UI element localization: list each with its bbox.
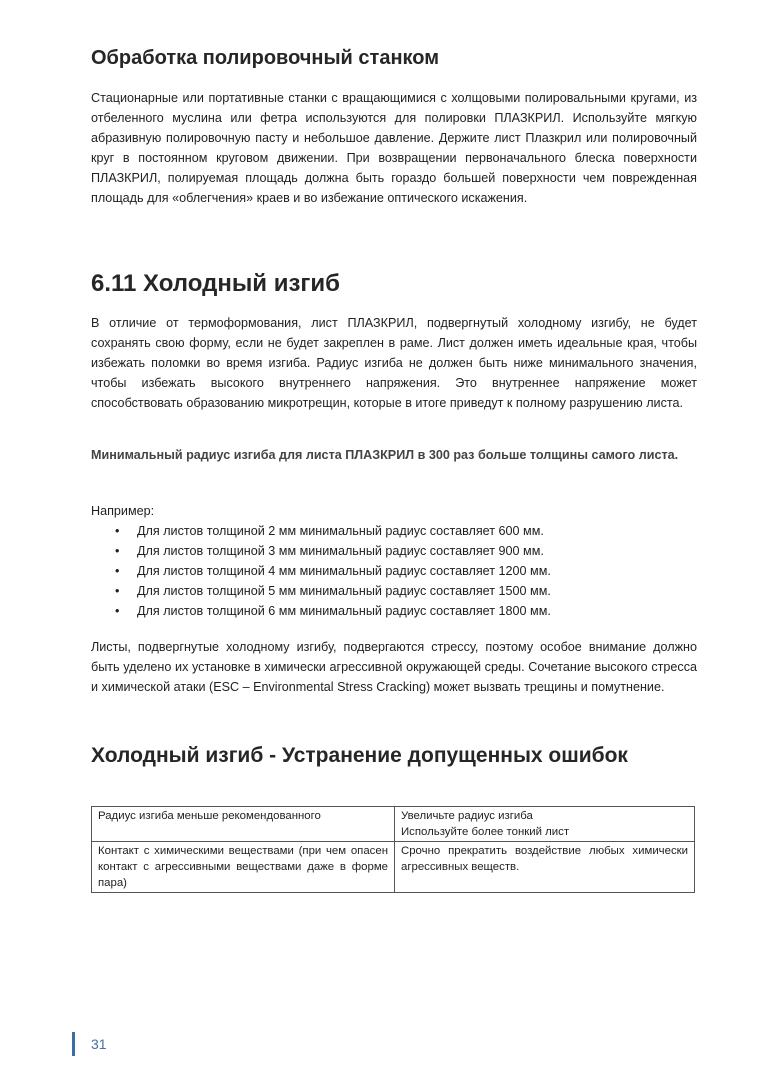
- chapter-heading-cold-bend: 6.11 Холодный изгиб: [91, 270, 340, 297]
- page-number: 31: [91, 1036, 107, 1052]
- solution-cell: [395, 842, 695, 893]
- list-item-text: Для листов толщиной 2 мм минимальный радиус составляет 600 мм.: [137, 524, 544, 538]
- footer-accent-bar: [72, 1032, 75, 1056]
- list-item-text: Для листов толщиной 4 мм минимальный радиус составляет 1200 мм.: [137, 564, 551, 578]
- solution-line: Увеличьте радиус изгиба: [401, 810, 533, 822]
- solution-cell: [395, 807, 695, 842]
- radius-examples-list: [91, 521, 697, 621]
- list-item: [91, 601, 697, 621]
- list-item-text: Для листов толщиной 3 мм минимальный радиус составляет 900 мм.: [137, 544, 544, 558]
- list-item: [91, 521, 697, 541]
- bullet-icon: •: [115, 604, 120, 618]
- list-item: [91, 541, 697, 561]
- solution-line: Срочно прекратить воздействие любых химически агрессивных веществ.: [401, 845, 688, 873]
- cold-bend-paragraph: В отличие от термоформования, лист ПЛАЗКРИЛ, подвергнутый холодному изгибу, не будет сохранять свою форму, если не будет закреплен в раме. Лист должен иметь идеальные края, чтобы избежать поломки во время изгиба. Радиус изгиба не должен быть ниже минимального значения, чтобы избежать высокого внутреннего напряжения. Это внутреннее напряжение может способствовать образованию микротрещин, которые в итоге приведут к полному разрушению листа.: [91, 316, 697, 410]
- bullet-icon: •: [115, 544, 120, 558]
- table-row: [92, 807, 695, 842]
- list-item-text: Для листов толщиной 5 мм минимальный радиус составляет 1500 мм.: [137, 584, 551, 598]
- example-label: Например:: [91, 504, 155, 518]
- list-item: [91, 561, 697, 581]
- stress-paragraph: Листы, подвергнутые холодному изгибу, подвергаются стрессу, поэтому особое внимание должно быть уделено их установке в химически агрессивной окружающей среды. Сочетание высокого стресса и химической атаки (ESC – Environmental Stress Cracking) может вызвать трещины и помутнение.: [91, 640, 697, 694]
- bullet-icon: •: [115, 524, 120, 538]
- problem-cell: Контакт с химическими веществами (при чем опасен контакт с агрессивными веществами даже в форме пара): [92, 842, 395, 893]
- section-heading-troubleshooting: Холодный изгиб - Устранение допущенных ошибок: [91, 744, 628, 767]
- min-radius-rule: Минимальный радиус изгиба для листа ПЛАЗКРИЛ в 300 раз больше толщины самого листа.: [91, 448, 679, 462]
- troubleshooting-table: [91, 806, 695, 893]
- bullet-icon: •: [115, 584, 120, 598]
- solution-line: Используйте более тонкий лист: [401, 826, 570, 838]
- bullet-icon: •: [115, 564, 120, 578]
- list-item-text: Для листов толщиной 6 мм минимальный радиус составляет 1800 мм.: [137, 604, 551, 618]
- problem-cell: Радиус изгиба меньше рекомендованного: [92, 807, 395, 842]
- section-heading-polishing: Обработка полировочный станком: [91, 47, 440, 69]
- table-row: [92, 842, 695, 893]
- polishing-paragraph: Стационарные или портативные станки с вращающимися с холщовыми полировальными кругами, из отбеленного муслина или фетра используются для полировки ПЛАЗКРИЛ. Используйте мягкую абразивную полировочную пасту и небольшое давление. Держите лист Плазкрил или полировочный круг в постоянном круговом движении. При возвращении первоначального блеска поверхности ПЛАЗКРИЛ, полируемая площадь должна быть гораздо большей поверхности чем поврежденная площадь для «облегчения» краев и во избежание оптического искажения.: [91, 91, 697, 205]
- list-item: [91, 581, 697, 601]
